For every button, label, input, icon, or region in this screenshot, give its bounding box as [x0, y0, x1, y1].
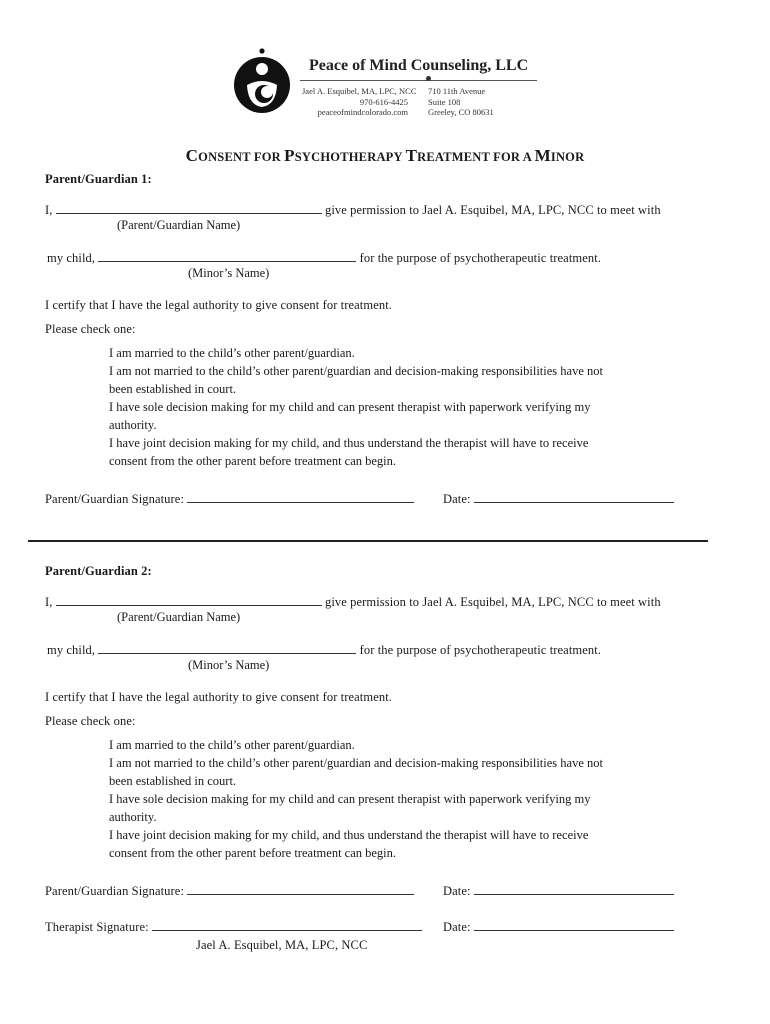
minor-name-hint: (Minor’s Name) [188, 266, 270, 280]
option-not-married-cont: been established in court. [109, 774, 237, 788]
certify-statement: I certify that I have the legal authority to give consent for treatment. [45, 690, 393, 704]
option-sole-decision-cont: authority. [109, 810, 157, 824]
date-line: Date: [443, 492, 674, 507]
check-one-label: Please check one: [45, 322, 136, 336]
options-list [109, 344, 603, 470]
parent-signature-field[interactable] [187, 492, 414, 503]
section-divider [28, 540, 708, 542]
address-block [428, 86, 494, 118]
permission-line: I, give permission to Jael A. Esquibel, MA, LPC, NCC to meet with [45, 595, 661, 609]
section-heading: Parent/Guardian 1: [45, 172, 152, 186]
therapist-date-line: Date: [443, 920, 674, 935]
minor-name-field[interactable] [98, 643, 356, 654]
address-suite: Suite 108 [428, 96, 461, 107]
parent-name-field[interactable] [56, 203, 322, 214]
date-field[interactable] [474, 884, 674, 895]
parent-name-hint: (Parent/Guardian Name) [117, 218, 241, 232]
signature-line: Parent/Guardian Signature: [45, 492, 414, 507]
website: peaceofmindcolorado.com [317, 107, 408, 117]
document-title: CONSENT FOR PSYCHOTHERAPY TREATMENT FOR A MINOR [185, 146, 585, 165]
option-joint-decision[interactable]: I have joint decision making for my child, and thus understand the therapist will have to receive [109, 436, 589, 450]
parent-name-hint: (Parent/Guardian Name) [117, 610, 241, 624]
option-not-married[interactable]: I am not married to the child’s other parent/guardian and decision-making responsibilities have not [109, 756, 603, 770]
option-married[interactable]: I am married to the child’s other parent/guardian. [109, 346, 355, 360]
option-married[interactable]: I am married to the child’s other parent/guardian. [109, 738, 355, 752]
minor-name-field[interactable] [98, 251, 356, 262]
signature-line: Parent/Guardian Signature: [45, 884, 414, 899]
section-heading: Parent/Guardian 2: [45, 564, 152, 578]
therapist-signature-line: Therapist Signature: [45, 920, 422, 935]
therapist-name: Jael A. Esquibel, MA, LPC, NCC [196, 938, 368, 952]
letterhead-rule-dot [426, 76, 431, 81]
therapist-signature-field[interactable] [152, 920, 422, 931]
check-one-label: Please check one: [45, 714, 136, 728]
option-sole-decision-cont: authority. [109, 418, 157, 432]
therapist-credentials: Jael A. Esquibel, MA, LPC, NCC [302, 86, 417, 96]
option-not-married-cont: been established in court. [109, 382, 237, 396]
address-street: 710 11th Avenue [428, 86, 486, 96]
org-name: Peace of Mind Counseling, LLC [309, 57, 529, 74]
certify-statement: I certify that I have the legal authority to give consent for treatment. [45, 298, 393, 312]
address-city: Greeley, CO 80631 [428, 107, 494, 117]
option-joint-decision[interactable]: I have joint decision making for my child, and thus understand the therapist will have to receive [109, 828, 589, 842]
letterhead-rule [300, 80, 537, 81]
phone-number: 970-616-4425 [359, 96, 408, 107]
figure-moon-logo-icon [232, 47, 296, 115]
option-sole-decision[interactable]: I have sole decision making for my child and can present therapist with paperwork verifying my [109, 792, 591, 806]
parent-name-field[interactable] [56, 595, 322, 606]
option-sole-decision[interactable]: I have sole decision making for my child and can present therapist with paperwork verifying my [109, 400, 591, 414]
permission-line: I, give permission to Jael A. Esquibel, MA, LPC, NCC to meet with [45, 203, 661, 217]
option-joint-decision-cont: consent from the other parent before treatment can begin. [109, 846, 397, 860]
minor-name-hint: (Minor’s Name) [188, 658, 270, 672]
parent-signature-field[interactable] [187, 884, 414, 895]
date-line: Date: [443, 884, 674, 899]
child-line: my child, for the purpose of psychotherapeutic treatment. [47, 251, 602, 265]
therapist-date-field[interactable] [474, 920, 674, 931]
child-line: my child, for the purpose of psychotherapeutic treatment. [47, 643, 602, 657]
option-not-married[interactable]: I am not married to the child’s other parent/guardian and decision-making responsibilities have not [109, 364, 603, 378]
options-list [109, 736, 603, 862]
contact-block [302, 86, 417, 118]
date-field[interactable] [474, 492, 674, 503]
option-joint-decision-cont: consent from the other parent before treatment can begin. [109, 454, 397, 468]
